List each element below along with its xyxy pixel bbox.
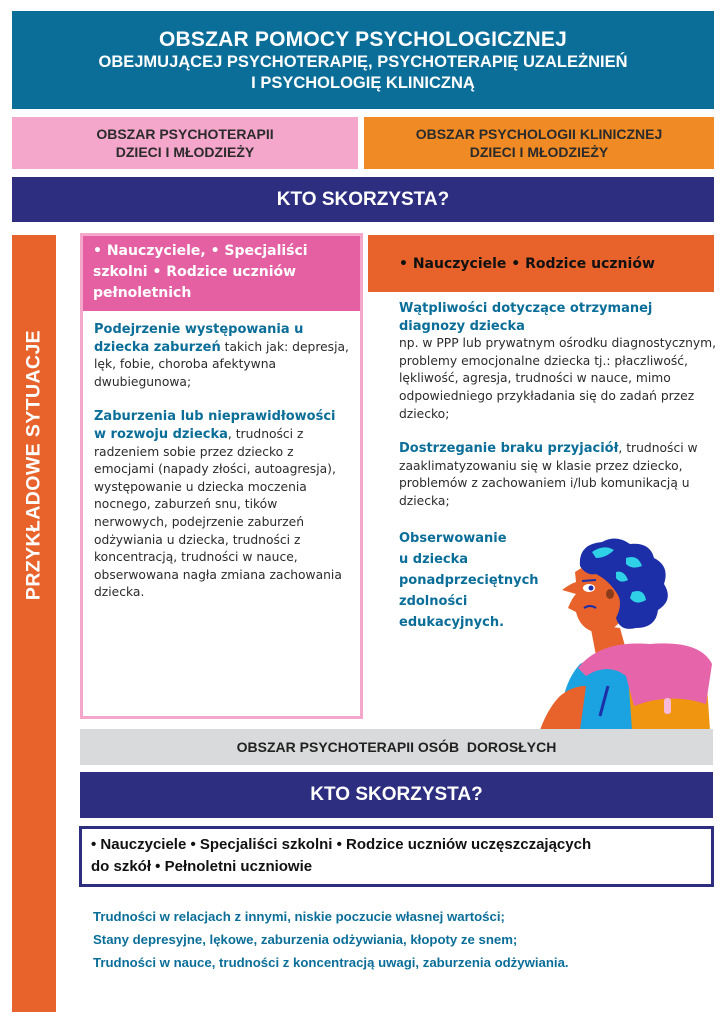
adult-situations [93,905,713,974]
area-children-psychotherapy [12,117,358,169]
area-label-line1: OBSZAR PSYCHOTERAPII [96,126,274,142]
main-subtitle-line1: OBEJMUJĄCEJ PSYCHOTERAPIĘ, PSYCHOTERAPIĘ UZALEŻNIEŃ [98,52,628,71]
backpack-buckle [664,698,671,714]
gifted-line: ponadprzeciętnych [399,572,539,588]
who-benefits-label: KTO SKORZYSTA? [276,188,450,210]
adult-who-line2: do szkół • Pełnoletni uczniowie [91,858,313,875]
who-benefits-label: KTO SKORZYSTA? [310,784,483,805]
area-children-clinical [364,117,714,169]
adult-area-label: OBSZAR PSYCHOTERAPII OSÓB DOROSŁYCH [236,739,557,755]
gifted-line: edukacyjnych. [399,614,505,630]
adult-who-line1: • Nauczyciele • Specjaliści szkolni • Rodzice uczniów uczęszczających [91,836,592,853]
area-adult-psychotherapy [80,729,713,765]
area-label-line2: DZIECI I MŁODZIEŻY [469,144,609,160]
side-bar-example-situations [12,235,56,1012]
situation-highlight: Wątpliwości dotyczące otrzymanej diagnozy dziecka [399,301,653,334]
area-label-line2: DZIECI I MŁODZIEŻY [115,144,255,160]
arm-shape [540,686,586,730]
situation-item [399,300,719,423]
clinical-who-text: • Nauczyciele • Rodzice uczniów [399,255,655,272]
adult-situation-item: Stany depresyjne, lękowe, zaburzenia odżywiania, kłopoty ze snem; [93,932,518,947]
eyebrow [582,580,596,581]
situation-highlight: Zaburzenia lub nieprawidłowości w rozwoju dziecka [94,409,336,442]
situation-highlight: Dostrzeganie braku przyjaciół [399,441,619,457]
adult-who-box [79,826,714,887]
side-bar-label: PRZYKŁADOWE SYTUACJE [22,329,45,601]
main-title: OBSZAR POMOCY PSYCHOLOGICZNEJ [159,27,567,51]
situation-text: takich jak: depresja, lęk, fobie, choroba afektywna dwubiegunowa; [94,339,349,389]
clinical-who [368,235,714,292]
situation-text: , trudności w zaaklimatyzowaniu się w klasie przez dziecko, problemów z zachowaniem i/lub komunikacją u dziecka; [399,441,698,508]
main-subtitle-line2: I PSYCHOLOGIĘ KLINICZNĄ [251,73,475,92]
situation-highlight: Podejrzenie występowania u dziecka zaburzeń [94,322,304,355]
adult-situation-item: Trudności w nauce, trudności z koncentracją uwagi, zaburzenia odżywiania. [93,955,569,970]
situation-text: np. w PPP lub prywatnym ośrodku diagnostycznym, problemy emocjonalne dziecka tj.: płaczliwość, lękliwość, agresja, trudności w nauce, mimo odpowiedniego przykładania się do zadań przez dziecko; [399,336,717,421]
adult-situation-item: Trudności w relacjach z innymi, niskie poczucie własnej wartości; [93,909,505,924]
gifted-line: u dziecka [399,551,469,567]
psychotherapy-situations [83,311,360,602]
gifted-line: Obserwowanie [399,530,507,546]
who-benefits-bar-adults [80,772,713,818]
student-with-backpack-illustration [520,536,720,730]
cheek [606,589,614,599]
situation-text: , trudności z radzeniem sobie przez dziecko z emocjami (napady złości, autoagresja), występowanie u dziecka moczenia nocnego, zaburzeń snu, tików nerwowych, podejrzenie zaburzeń odżywiania u dziecka, trudności z koncentracją, trudności w nauce, obserwowana nagła zmiana zachowania dziecka. [94,426,342,600]
pupil [589,586,594,591]
who-benefits-bar-children [12,177,714,222]
psychotherapy-who: • Nauczyciele, • Specjaliści szkolni • Rodzice uczniów pełnoletnich [83,236,360,311]
psychotherapy-column [80,233,363,719]
main-header [12,11,714,109]
area-label-line1: OBSZAR PSYCHOLOGII KLINICZNEJ [415,126,663,142]
situation-item [399,440,719,510]
gifted-line: zdolności [399,593,468,609]
situation-item [94,408,350,602]
situation-item [94,321,350,391]
